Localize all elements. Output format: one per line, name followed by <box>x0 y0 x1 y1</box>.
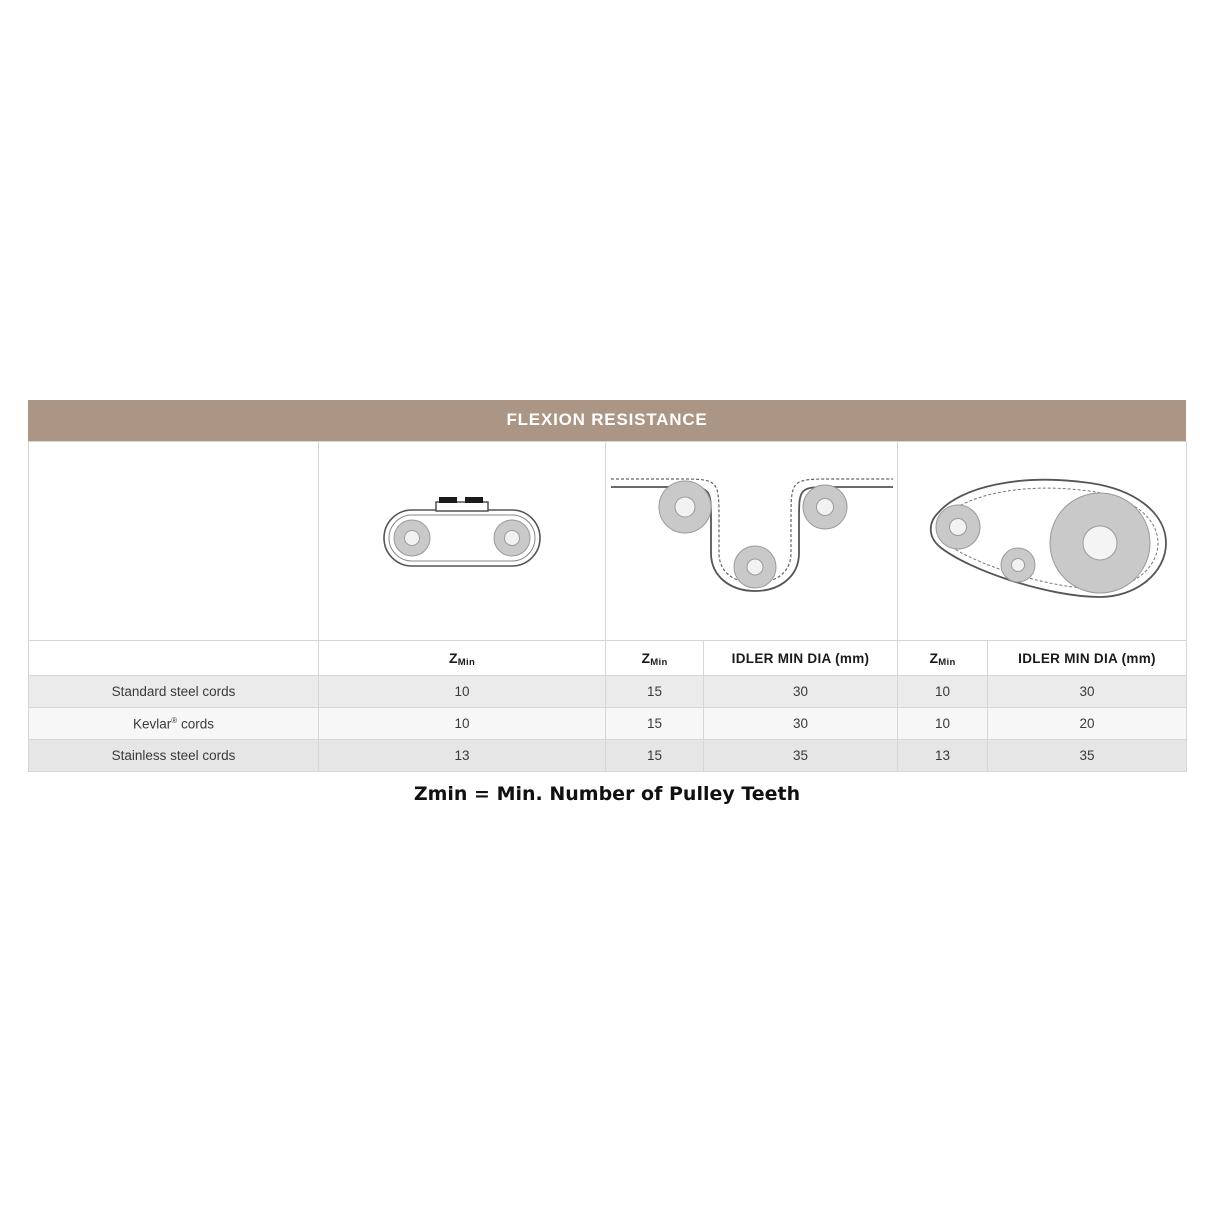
cell-zmin-fig1: 10 <box>319 708 606 740</box>
cell-idler-fig3: 35 <box>988 740 1187 772</box>
header-zmin-fig2 <box>606 641 704 676</box>
figure-serpentine-three-pulley <box>606 442 898 641</box>
row-label: Standard steel cords <box>29 676 319 708</box>
header-zmin-fig1 <box>319 641 606 676</box>
zmin-subscript-1: Min <box>457 657 476 668</box>
row-label <box>29 708 319 740</box>
flexion-resistance-table-panel <box>28 400 1186 772</box>
zmin-subscript-2: Min <box>650 657 668 668</box>
empty-corner-cell <box>29 442 319 641</box>
cell-zmin-fig1: 13 <box>319 740 606 772</box>
zmin-symbol-2: Z <box>641 650 651 666</box>
zmin-symbol-1: Z <box>448 650 458 666</box>
figure-row <box>29 442 1187 641</box>
row-label-tail: cords <box>177 716 214 732</box>
table-row <box>29 708 1187 740</box>
figure-two-pulley-open-belt <box>319 442 606 641</box>
cell-zmin-fig2: 15 <box>606 708 704 740</box>
header-zmin-fig3 <box>898 641 988 676</box>
column-header-row <box>29 641 1187 676</box>
row-label-text: Kevlar <box>133 716 172 732</box>
table-row <box>29 740 1187 772</box>
cell-zmin-fig2: 15 <box>606 676 704 708</box>
table-row <box>29 676 1187 708</box>
table-caption: Zmin = Min. Number of Pulley Teeth <box>413 783 801 805</box>
two-pulley-open-belt-icon <box>332 466 592 616</box>
cell-zmin-fig3: 10 <box>898 708 988 740</box>
registered-mark: ® <box>171 715 178 725</box>
row-label: Stainless steel cords <box>29 740 319 772</box>
header-idler-fig2: IDLER MIN DIA (mm) <box>704 641 898 676</box>
cell-idler-fig3: 20 <box>988 708 1187 740</box>
header-empty <box>29 641 319 676</box>
flexion-resistance-table <box>28 441 1187 772</box>
figure-three-pulley-drive <box>898 442 1187 641</box>
cell-idler-fig2: 35 <box>704 740 898 772</box>
cell-idler-fig2: 30 <box>704 708 898 740</box>
cell-idler-fig2: 30 <box>704 676 898 708</box>
cell-zmin-fig1: 10 <box>319 676 606 708</box>
cell-zmin-fig3: 13 <box>898 740 988 772</box>
table-title: FLEXION RESISTANCE <box>28 400 1186 441</box>
zmin-symbol-3: Z <box>929 650 939 666</box>
serpentine-three-pulley-icon <box>607 461 897 621</box>
zmin-subscript-3: Min <box>938 657 956 668</box>
cell-zmin-fig3: 10 <box>898 676 988 708</box>
cell-idler-fig3: 30 <box>988 676 1187 708</box>
cell-zmin-fig2: 15 <box>606 740 704 772</box>
three-pulley-drive-icon <box>900 461 1185 621</box>
header-idler-fig3: IDLER MIN DIA (mm) <box>988 641 1187 676</box>
